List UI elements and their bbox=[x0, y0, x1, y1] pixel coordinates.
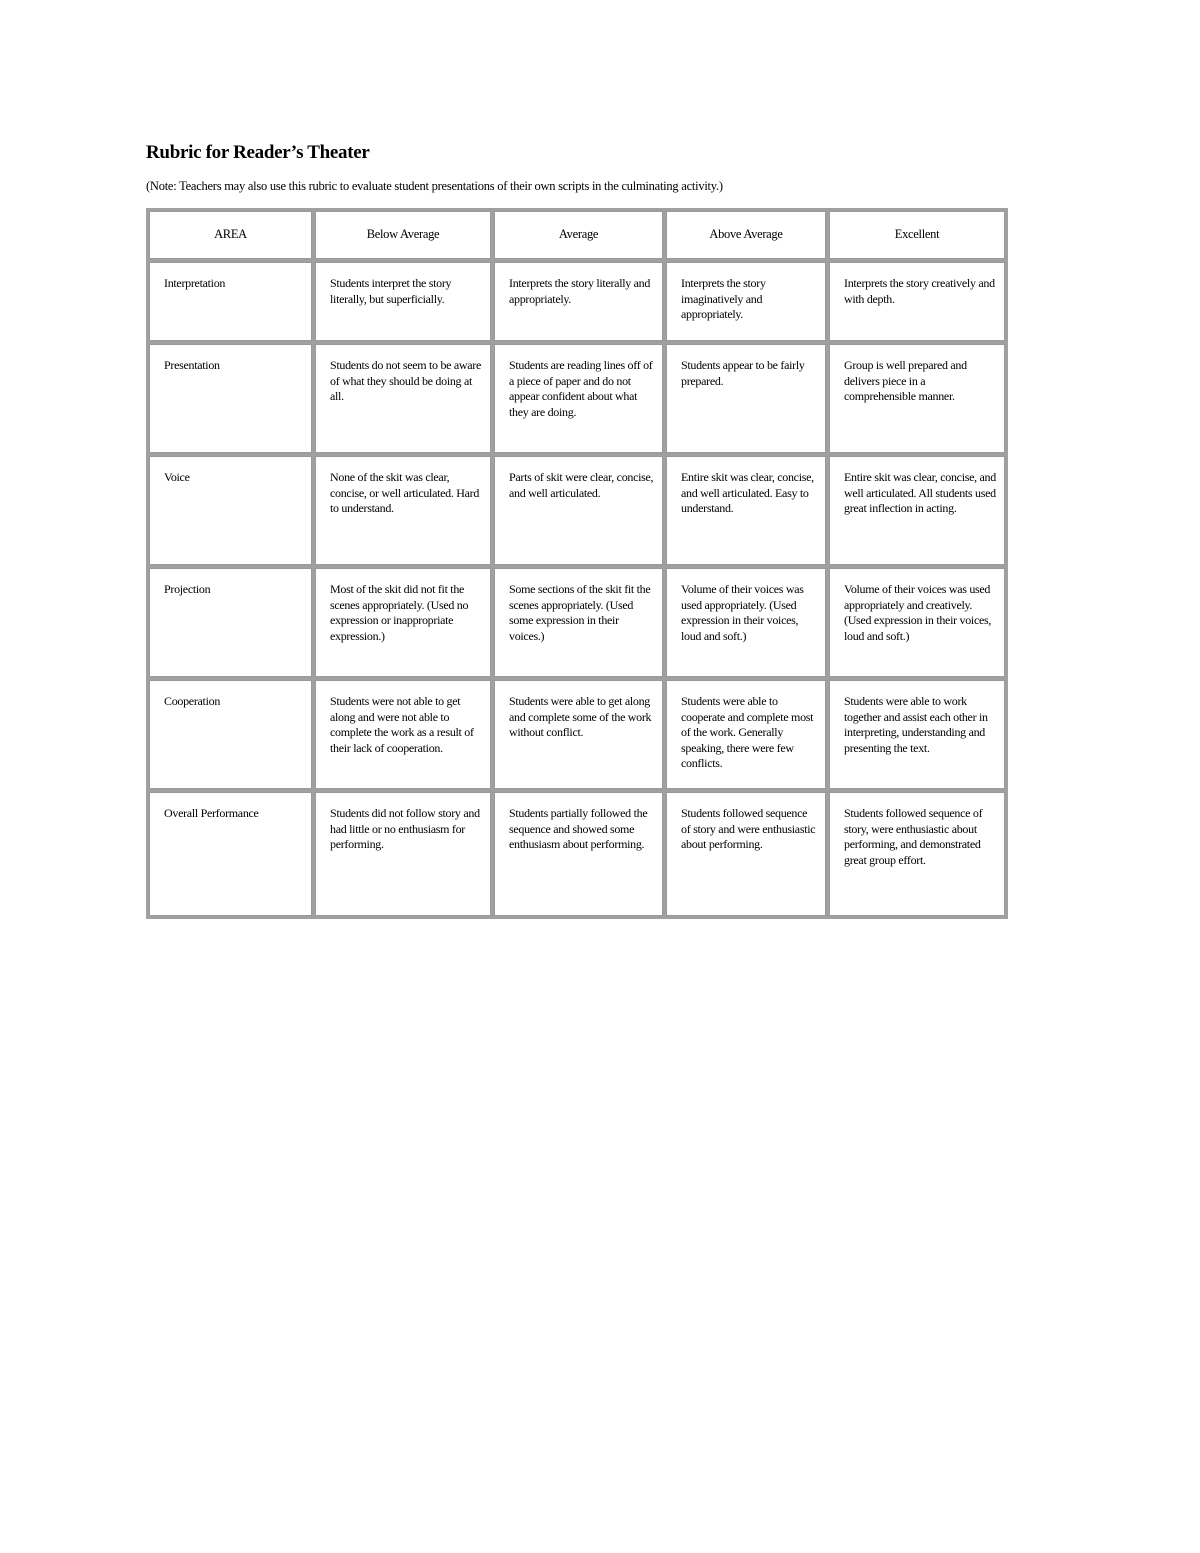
rubric-row-projection bbox=[149, 568, 1005, 677]
criteria-cell-below-average: Students interpret the story literally, but superficially. bbox=[315, 262, 491, 341]
area-cell: Interpretation bbox=[149, 262, 312, 341]
rubric-header-row bbox=[149, 211, 1005, 259]
area-cell: Overall Performance bbox=[149, 792, 312, 916]
criteria-cell-average: Interprets the story literally and appropriately. bbox=[494, 262, 663, 341]
criteria-cell-below-average: Students do not seem to be aware of what they should be doing at all. bbox=[315, 344, 491, 453]
area-cell: Presentation bbox=[149, 344, 312, 453]
criteria-cell-excellent: Interprets the story creatively and with depth. bbox=[829, 262, 1005, 341]
header-cell-average: Average bbox=[494, 211, 663, 259]
criteria-cell-below-average: Most of the skit did not fit the scenes appropriately. (Used no expression or inappropriate expression.) bbox=[315, 568, 491, 677]
area-cell: Cooperation bbox=[149, 680, 312, 789]
document-note: (Note: Teachers may also use this rubric to evaluate student presentations of their own scripts in the culminating activity.) bbox=[146, 179, 723, 193]
criteria-cell-excellent: Students followed sequence of story, were enthusiastic about performing, and demonstrated great group effort. bbox=[829, 792, 1005, 916]
criteria-cell-below-average: Students did not follow story and had little or no enthusiasm for performing. bbox=[315, 792, 491, 916]
rubric-row-overall-performance bbox=[149, 792, 1005, 916]
rubric-row-interpretation bbox=[149, 262, 1005, 341]
rubric-row-voice bbox=[149, 456, 1005, 565]
rubric-row-presentation bbox=[149, 344, 1005, 453]
criteria-cell-below-average: Students were not able to get along and were not able to complete the work as a result of their lack of cooperation. bbox=[315, 680, 491, 789]
criteria-cell-average: Students partially followed the sequence and showed some enthusiasm about performing. bbox=[494, 792, 663, 916]
criteria-cell-above-average: Students appear to be fairly prepared. bbox=[666, 344, 826, 453]
criteria-cell-excellent: Group is well prepared and delivers piece in a comprehensible manner. bbox=[829, 344, 1005, 453]
header-cell-below-average: Below Average bbox=[315, 211, 491, 259]
header-cell-excellent: Excellent bbox=[829, 211, 1005, 259]
criteria-cell-above-average: Volume of their voices was used appropriately. (Used expression in their voices, loud and soft.) bbox=[666, 568, 826, 677]
header-cell-area: AREA bbox=[149, 211, 312, 259]
area-cell: Voice bbox=[149, 456, 312, 565]
criteria-cell-average: Students were able to get along and complete some of the work without conflict. bbox=[494, 680, 663, 789]
criteria-cell-below-average: None of the skit was clear, concise, or well articulated. Hard to understand. bbox=[315, 456, 491, 565]
header-cell-above-average: Above Average bbox=[666, 211, 826, 259]
criteria-cell-above-average: Entire skit was clear, concise, and well articulated. Easy to understand. bbox=[666, 456, 826, 565]
criteria-cell-average: Some sections of the skit fit the scenes appropriately. (Used some expression in their voices.) bbox=[494, 568, 663, 677]
criteria-cell-above-average: Students were able to cooperate and complete most of the work. Generally speaking, there were few conflicts. bbox=[666, 680, 826, 789]
criteria-cell-above-average: Interprets the story imaginatively and appropriately. bbox=[666, 262, 826, 341]
criteria-cell-average: Parts of skit were clear, concise, and well articulated. bbox=[494, 456, 663, 565]
rubric-table bbox=[146, 208, 1008, 919]
criteria-cell-above-average: Students followed sequence of story and were enthusiastic about performing. bbox=[666, 792, 826, 916]
document-title: Rubric for Reader’s Theater bbox=[146, 142, 370, 163]
criteria-cell-excellent: Volume of their voices was used appropriately and creatively. (Used expression in their voices, loud and soft.) bbox=[829, 568, 1005, 677]
criteria-cell-average: Students are reading lines off of a piece of paper and do not appear confident about what they are doing. bbox=[494, 344, 663, 453]
area-cell: Projection bbox=[149, 568, 312, 677]
rubric-row-cooperation bbox=[149, 680, 1005, 789]
criteria-cell-excellent: Entire skit was clear, concise, and well articulated. All students used great inflection in acting. bbox=[829, 456, 1005, 565]
criteria-cell-excellent: Students were able to work together and assist each other in interpreting, understanding and presenting the text. bbox=[829, 680, 1005, 789]
